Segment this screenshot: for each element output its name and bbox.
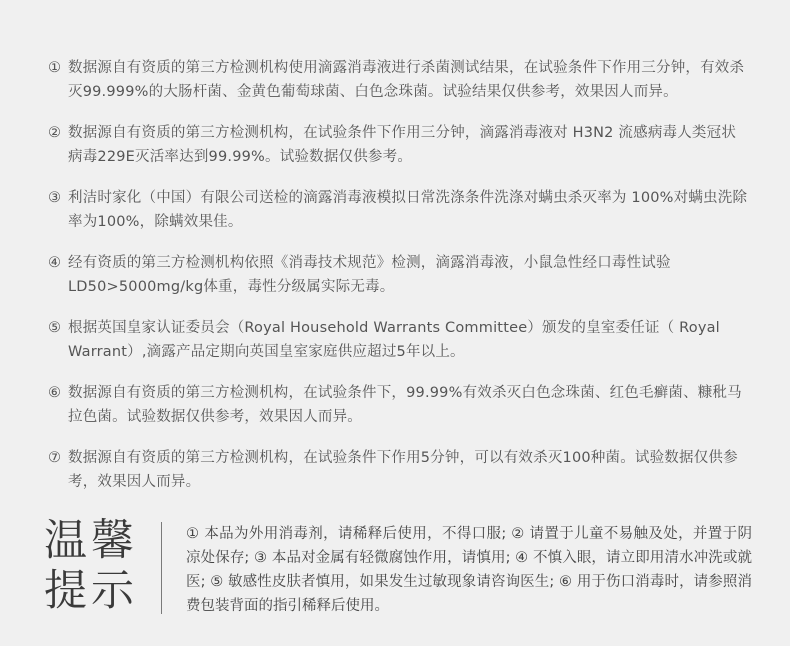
footnote-3	[48, 186, 748, 234]
footnote-7	[48, 446, 748, 494]
footnote-text: 利洁时家化（中国）有限公司送检的滴露消毒液模拟日常洗涤条件洗涤对螨虫杀灭率为 100%对螨虫洗除率为100%，除螨效果佳。	[68, 190, 748, 230]
warm-tips-body: ① 本品为外用消毒剂，请稀释后使用，不得口服; ② 请置于儿童不易触及处，并置于阴凉处保存; ③ 本品对金属有轻微腐蚀作用，请慎用; ④ 不慎入眼，请立即用清水冲洗或就医; ⑤ 敏感性皮肤者慎用，如果发生过敏现象请咨询医生; ⑥ 用于伤口消毒时，请参照消费包装背面的指引稀释后使用。	[186, 526, 752, 614]
vertical-divider	[161, 522, 162, 614]
footnote-4	[48, 251, 748, 299]
footnote-number: ①	[48, 60, 62, 76]
footnote-text: 经有资质的第三方检测机构依照《消毒技术规范》检测，滴露消毒液，小鼠急性经口毒性试验LD50>5000mg/kg体重，毒性分级属实际无毒。	[68, 255, 671, 295]
warm-tips-section	[44, 516, 754, 620]
footnote-number: ⑦	[48, 450, 62, 466]
warm-tips-heading-line2: 提示	[44, 566, 138, 616]
footnote-number: ⑥	[48, 385, 62, 401]
footnote-text: 数据源自有资质的第三方检测机构使用滴露消毒液进行杀菌测试结果，在试验条件下作用三分钟，有效杀灭99.999%的大肠杆菌、金黄色葡萄球菌、白色念珠菌。试验结果仅供参考，效果因人而异。	[68, 60, 745, 100]
footnote-text: 数据源自有资质的第三方检测机构，在试验条件下作用三分钟，滴露消毒液对 H3N2 流感病毒人类冠状病毒229E灭活率达到99.99%。试验数据仅供参考。	[68, 125, 737, 165]
footnote-5	[48, 316, 748, 364]
footnote-text: 数据源自有资质的第三方检测机构，在试验条件下，99.99%有效杀灭白色念珠菌、红色毛癣菌、糠秕马拉色菌。试验数据仅供参考，效果因人而异。	[68, 385, 742, 425]
footnote-number: ④	[48, 255, 62, 271]
footnote-number: ③	[48, 190, 62, 206]
warm-tips-heading	[44, 516, 144, 616]
footnote-text: 数据源自有资质的第三方检测机构，在试验条件下作用5分钟，可以有效杀灭100种菌。试验数据仅供参考，效果因人而异。	[68, 450, 738, 490]
footnote-number: ⑤	[48, 320, 62, 336]
warm-tips-heading-line1: 温馨	[44, 516, 138, 566]
footnote-2	[48, 121, 748, 169]
footnote-6	[48, 381, 748, 429]
footnotes-list	[48, 56, 748, 511]
footnote-1	[48, 56, 748, 104]
footnote-text: 根据英国皇家认证委员会（Royal Household Warrants Committee）颁发的皇室委任证（ Royal Warrant）,滴露产品定期向英国皇室家庭供应超过5年以上。	[68, 320, 720, 360]
footnote-number: ②	[48, 125, 62, 141]
